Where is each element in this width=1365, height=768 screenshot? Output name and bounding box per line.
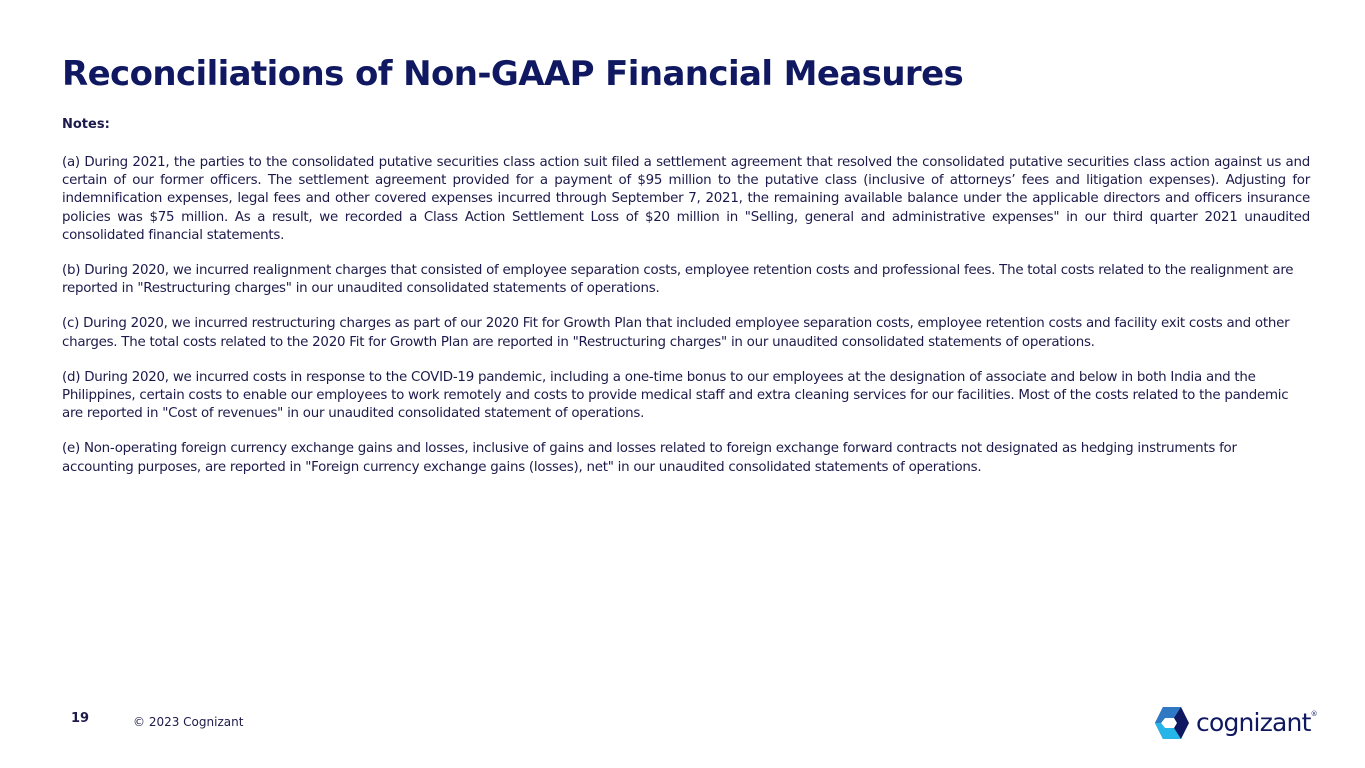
cognizant-logo-icon [1154,706,1190,740]
page-title: Reconciliations of Non-GAAP Financial Measures [62,54,964,94]
note-b: (b) During 2020, we incurred realignment charges that consisted of employee separation costs, employee retention costs and professional fees. The total costs related to the realignment are reported in "Restructuring charges" in our unaudited consolidated statements of operations. [62,263,1294,297]
registered-mark: ® [1310,710,1318,718]
notes-heading: Notes: [62,117,110,132]
note-d: (d) During 2020, we incurred costs in response to the COVID-19 pandemic, including a one-time bonus to our employees at the designation of associate and below in both India and the Philippines, certain costs to enable our employees to work remotely and costs to provide medical staff and extra cleaning services for our facilities. Most of the costs related to the pandemic are reported in "Cost of revenues" in our unaudited consolidated statement of operations. [62,369,1289,422]
page-number: 19 [71,711,90,726]
note-a: (a) During 2021, the parties to the consolidated putative securities class action suit filed a settlement agreement that resolved the consolidated putative securities class action against us and certain of our former officers. The settlement agreement provided for a payment of $95 million to the putative class (inclusive of attorneys’ fees and litigation expenses). Adjusting for indemnification expenses, legal fees and other covered expenses incurred through September 7, 2021, the remaining available balance under the applicable directors and officers insurance policies was $75 million. As a result, we recorded a Class Action Settlement Loss of $20 million in "Selling, general and administrative expenses" in our third quarter 2021 unaudited consolidated financial statements. [62,155,1310,243]
logo-wordmark: cognizant [1196,708,1311,737]
note-e: (e) Non-operating foreign currency exchange gains and losses, inclusive of gains and losses related to foreign exchange forward contracts not designated as hedging instruments for accounting purposes, are reported in "Foreign currency exchange gains (losses), net" in our unaudited consolidated statements of operations. [62,441,1237,475]
copyright-notice: © 2023 Cognizant [133,715,244,729]
notes-section [62,116,1310,494]
note-c: (c) During 2020, we incurred restructuring charges as part of our 2020 Fit for Growth Plan that included employee separation costs, employee retention costs and facility exit costs and other charges. The total costs related to the 2020 Fit for Growth Plan are reported in "Restructuring charges" in our unaudited consolidated statements of operations. [62,316,1290,350]
cognizant-logo [1154,704,1318,742]
